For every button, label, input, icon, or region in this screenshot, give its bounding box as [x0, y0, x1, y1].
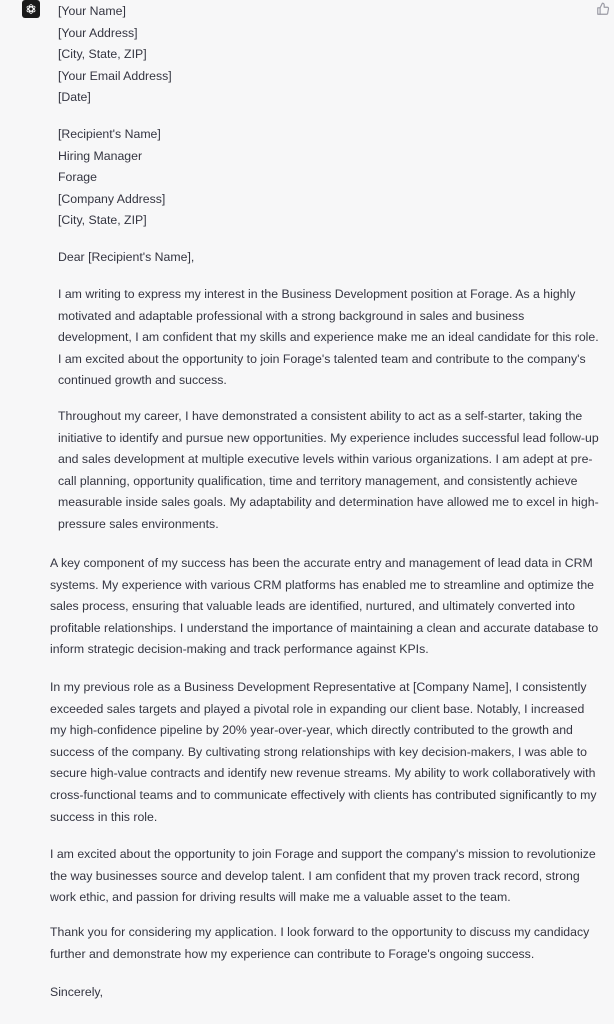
- recipient-address: [Company Address]: [58, 191, 166, 206]
- paragraph-previous-role: In my previous role as a Business Development Representative at [Company Name], I consistently exceeded sales targets and played a pivotal role in expanding our client base. Notably, I increased my high-confidence pipeline by 20% year-over-year, which directly contributed to the growth and success of the company. By cultivating strong relationships with key decision-makers, I was able to secure high-value contracts and identify new revenue streams. My ability to work collaboratively with cross-functional teams and to communicate effectively with clients has contributed significantly to my success in this role.: [50, 680, 597, 824]
- paragraph-mission: I am excited about the opportunity to join Forage and support the company's mission to revolutionize the way businesses source and develop talent. I am confident that my proven track record, strong work ethic, and passion for driving results will make me a valuable asset to the team.: [50, 847, 596, 905]
- sender-city: [City, State, ZIP]: [58, 47, 147, 62]
- letter-date: [Date]: [58, 90, 91, 105]
- recipient-city: [City, State, ZIP]: [58, 213, 147, 228]
- recipient-name: [Recipient's Name]: [58, 127, 161, 141]
- sender-name: [Your Name]: [58, 4, 126, 18]
- thumbs-up-icon[interactable]: [596, 2, 610, 16]
- closing: Sincerely,: [50, 985, 104, 999]
- paragraph-thanks: Thank you for considering my application. I look forward to the opportunity to discuss my candidacy further and demonstrate how my experience can contribute to Forage's ongoing success.: [50, 925, 590, 961]
- recipient-address-block: [58, 124, 598, 232]
- paragraph-experience: Throughout my career, I have demonstrated a consistent ability to act as a self-starter, taking the initiative to identify and pursue new opportunities. My experience includes successful lead follow-up and sales development at multiple executive levels within various organizations. I am adept at pre-call planning, opportunity qualification, time and territory management, and consistently achieve measurable inside sales goals. My adaptability and determination have allowed me to excel in high-pressure sales environments.: [58, 409, 599, 531]
- openai-logo-icon: [25, 3, 37, 15]
- recipient-company: Forage: [58, 170, 97, 185]
- recipient-title: Hiring Manager: [58, 148, 143, 163]
- greeting: Dear [Recipient's Name],: [58, 250, 195, 264]
- sender-address: [Your Address]: [58, 25, 138, 40]
- paragraph-crm: A key component of my success has been the accurate entry and management of lead data in CRM systems. My experience with various CRM platforms has enabled me to streamline and optimize the sales process, ensuring that valuable leads are identified, nurtured, and ultimately converted into profitable relationships. I understand the importance of maintaining a clean and accurate database to inform strategic decision-making and track performance against KPIs.: [50, 556, 599, 657]
- sender-address-block: [58, 1, 598, 109]
- sender-email: [Your Email Address]: [58, 68, 172, 83]
- assistant-avatar: [22, 0, 40, 18]
- paragraph-intro: I am writing to express my interest in the Business Development position at Forage. As a highly motivated and adaptable professional with a strong background in sales and business development, I am confident that my skills and experience make me an ideal candidate for this role. I am excited about the opportunity to join Forage's talented team and contribute to the company's continued growth and success.: [58, 287, 599, 388]
